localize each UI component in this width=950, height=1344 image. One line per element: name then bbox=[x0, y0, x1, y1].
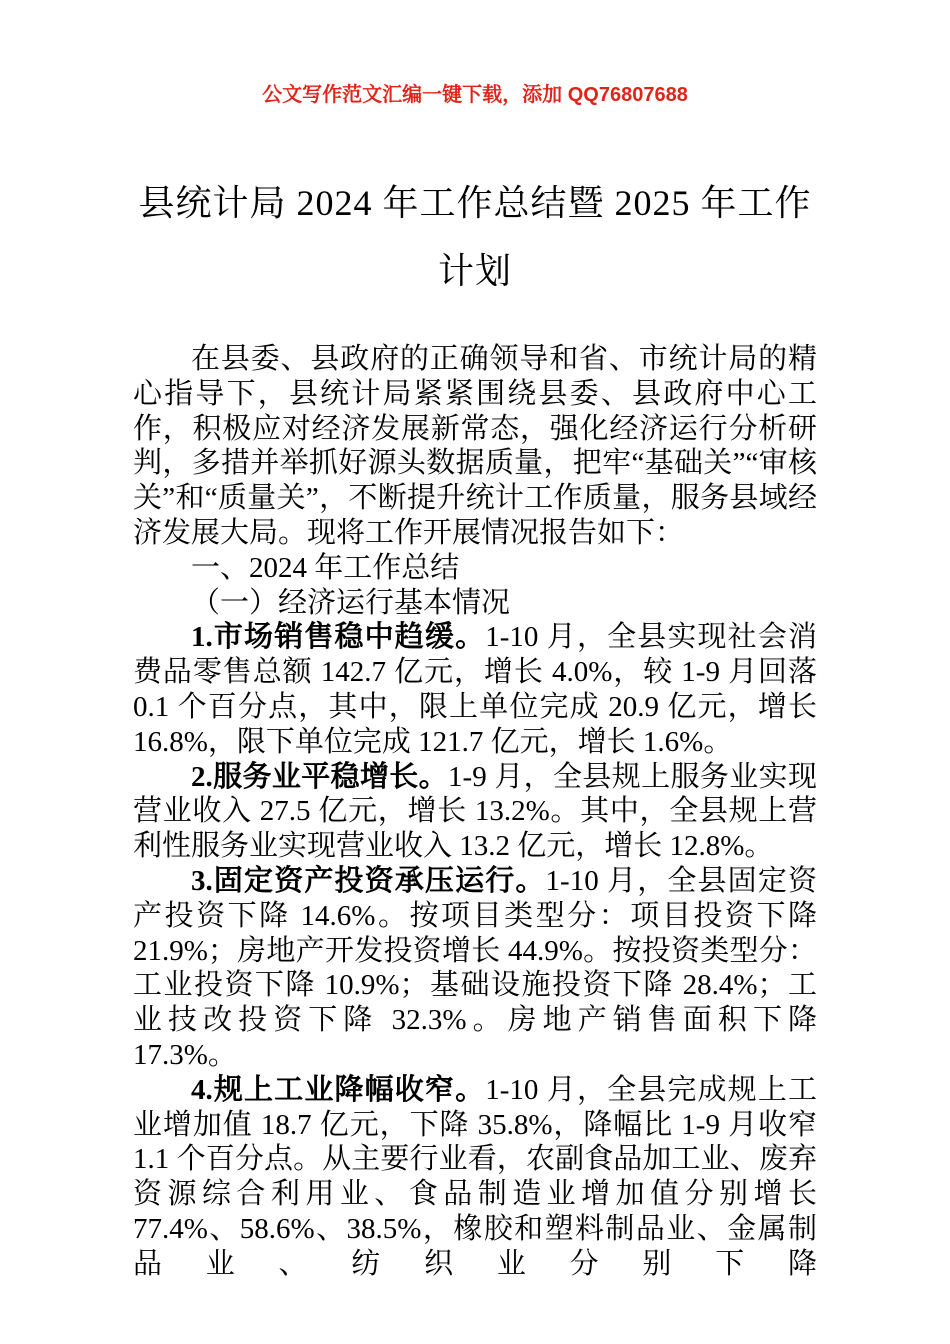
section-heading: 一、2024 年工作总结 bbox=[191, 551, 460, 584]
work-item-3-lead: 3.固定资产投资承压运行。 bbox=[191, 864, 546, 897]
work-item-4-text: 1-10 月，全县完成规上工业增加值 18.7 亿元，下降 35.8%，降幅比 1-9 月收窄 1.1 个百分点。从主要行业看，农副食品加工业、废弃资源综合利用业、食品制造业增加值分别增长 77.4%、58.6%、38.5%，橡胶和塑料制品业、金属制品业、纺织业分别下降 bbox=[133, 1073, 817, 1280]
work-item-3 bbox=[133, 864, 817, 1073]
work-item-3-text: 1-10 月，全县固定资产投资下降 14.6%。按项目类型分：项目投资下降 21.9%；房地产开发投资增长 44.9%。按投资类型分：工业投资下降 10.9%；基础设施投资下降 28.4%；工业技改投资下降 32.3%。房地产销售面积下降 17.3%。 bbox=[133, 864, 817, 1071]
document-body bbox=[133, 342, 817, 1282]
subsection-heading: （一）经济运行基本情况 bbox=[191, 586, 511, 619]
work-item-1 bbox=[133, 620, 817, 759]
document-title: 县统计局 2024 年工作总结暨 2025 年工作计划 bbox=[138, 183, 812, 291]
work-item-4-lead: 4.规上工业降幅收窄。 bbox=[191, 1073, 486, 1106]
intro-paragraph: 在县委、县政府的正确领导和省、市统计局的精心指导下，县统计局紧紧围绕县委、县政府中心工作，积极应对经济发展新常态，强化经济运行分析研判，多措并举抓好源头数据质量，把牢“基础关”“审核关”和“质量关”，不断提升统计工作质量，服务县域经济发展大局。现将工作开展情况报告如下： bbox=[133, 343, 817, 549]
work-item-2-lead: 2.服务业平稳增长。 bbox=[191, 760, 449, 793]
work-item-1-text: 1-10 月，全县实现社会消费品零售总额 142.7 亿元，增长 4.0%，较 1-9 月回落 0.1 个百分点，其中，限上单位完成 20.9 亿元，增长 16.8%，限下单位完成 121.7 亿元，增长 1.6%。 bbox=[133, 621, 817, 758]
work-item-2-text: 1-9 月，全县规上服务业实现营业收入 27.5 亿元，增长 13.2%。其中，全县规上营利性服务业实现营业收入 13.2 亿元，增长 12.8%。 bbox=[133, 760, 817, 863]
work-item-1-lead: 1.市场销售稳中趋缓。 bbox=[191, 621, 486, 654]
work-item-4 bbox=[133, 1073, 817, 1282]
promo-text: 公文写作范文汇编一键下载，添加 QQ76807688 bbox=[262, 84, 688, 106]
work-item-2 bbox=[133, 760, 817, 864]
promo-banner bbox=[0, 0, 950, 109]
